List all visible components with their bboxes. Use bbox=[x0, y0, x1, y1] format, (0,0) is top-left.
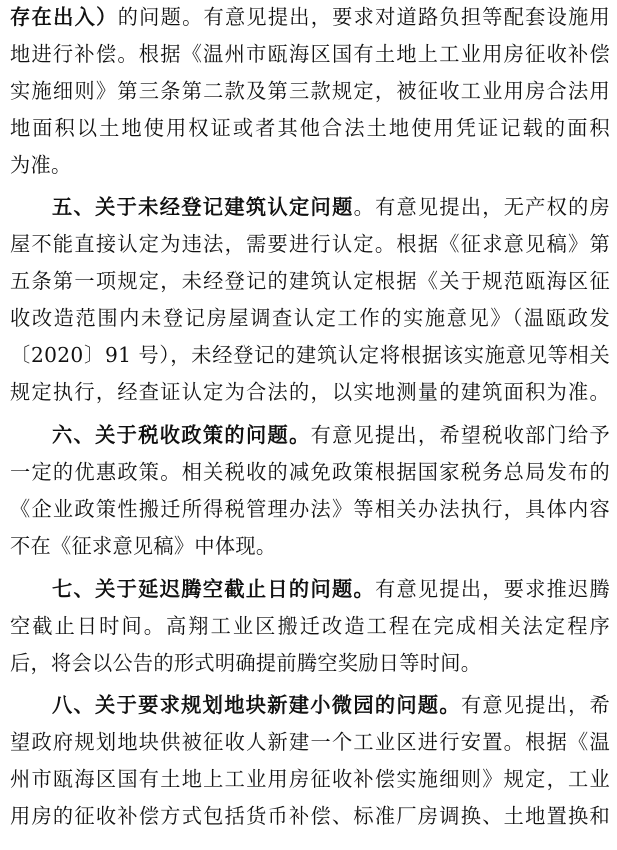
paragraph-5-text: 有意见提出，希 bbox=[460, 693, 610, 717]
paragraph-3-line-2: 一定的优惠政策。相关税收的减免政策根据国家税务总局发布的 bbox=[10, 460, 610, 484]
paragraph-2-line-5: 〔2020〕91 号），未经登记的建筑认定将根据该实施意见等相关 bbox=[10, 343, 610, 367]
paragraph-5-line-4: 用房的征收补偿方式包括货币补偿、标准厂房调换、土地置换和 bbox=[10, 804, 610, 828]
paragraph-3-line-1 bbox=[52, 420, 610, 450]
section-8-heading: 八、关于要求规划地块新建小微园的问题。 bbox=[52, 693, 461, 717]
paragraph-2-text: 。有意见提出，无产权的房 bbox=[353, 195, 610, 219]
paragraph-4-line-3: 后，将会以公告的形式明确提前腾空奖励日等时间。 bbox=[10, 651, 482, 675]
paragraph-2-line-6: 规定执行，经查证认定为合法的，以实地测量的建筑面积为准。 bbox=[10, 380, 610, 404]
paragraph-5-line-2: 望政府规划地块供被征收人新建一个工业区进行安置。根据《温 bbox=[10, 730, 610, 754]
section-5-heading: 五、关于未经登记建筑认定问题 bbox=[52, 195, 354, 219]
paragraph-1-line-1 bbox=[10, 2, 610, 32]
paragraph-3-line-3: 《企业政策性搬迁所得税管理办法》等相关办法执行，具体内容 bbox=[10, 497, 610, 521]
paragraph-5-line-1 bbox=[52, 690, 610, 720]
paragraph-1-line-3: 实施细则》第三条第二款及第三款规定，被征收工业用房合法用 bbox=[10, 79, 610, 103]
section-6-heading: 六、关于税收政策的问题。 bbox=[52, 423, 311, 447]
paragraph-3-line-4: 不在《征求意见稿》中体现。 bbox=[10, 534, 277, 558]
paragraph-1-line-4: 地面积以土地使用权证或者其他合法土地使用凭证记载的面积 bbox=[10, 116, 610, 140]
paragraph-4-text: 有意见提出，要求推迟腾 bbox=[375, 577, 610, 601]
paragraph-2-line-3: 五条第一项规定，未经登记的建筑认定根据《关于规范瓯海区征 bbox=[10, 269, 610, 293]
paragraph-2-line-4: 收改造范围内未登记房屋调查认定工作的实施意见》（温瓯政发 bbox=[10, 306, 610, 330]
paragraph-4-line-2: 空截止日时间。高翔工业区搬迁改造工程在完成相关法定程序 bbox=[10, 614, 610, 638]
paragraph-3-text: 有意见提出，希望税收部门给予 bbox=[310, 423, 610, 447]
paragraph-1-heading: 存在出入） bbox=[10, 5, 118, 29]
paragraph-4-line-1 bbox=[52, 574, 610, 604]
section-7-heading: 七、关于延迟腾空截止日的问题。 bbox=[52, 577, 376, 601]
paragraph-1-line-5: 为准。 bbox=[10, 153, 72, 177]
paragraph-2-line-1 bbox=[52, 192, 610, 222]
paragraph-2-line-2: 屋不能直接认定为违法，需要进行认定。根据《征求意见稿》第 bbox=[10, 232, 610, 256]
paragraph-5-line-3: 州市瓯海区国有土地上工业用房征收补偿实施细则》规定，工业 bbox=[10, 767, 610, 791]
paragraph-1-text: 的问题。有意见提出，要求对道路负担等配套设施用 bbox=[117, 5, 610, 29]
paragraph-1-line-2: 地进行补偿。根据《温州市瓯海区国有土地上工业用房征收补偿 bbox=[10, 42, 610, 66]
